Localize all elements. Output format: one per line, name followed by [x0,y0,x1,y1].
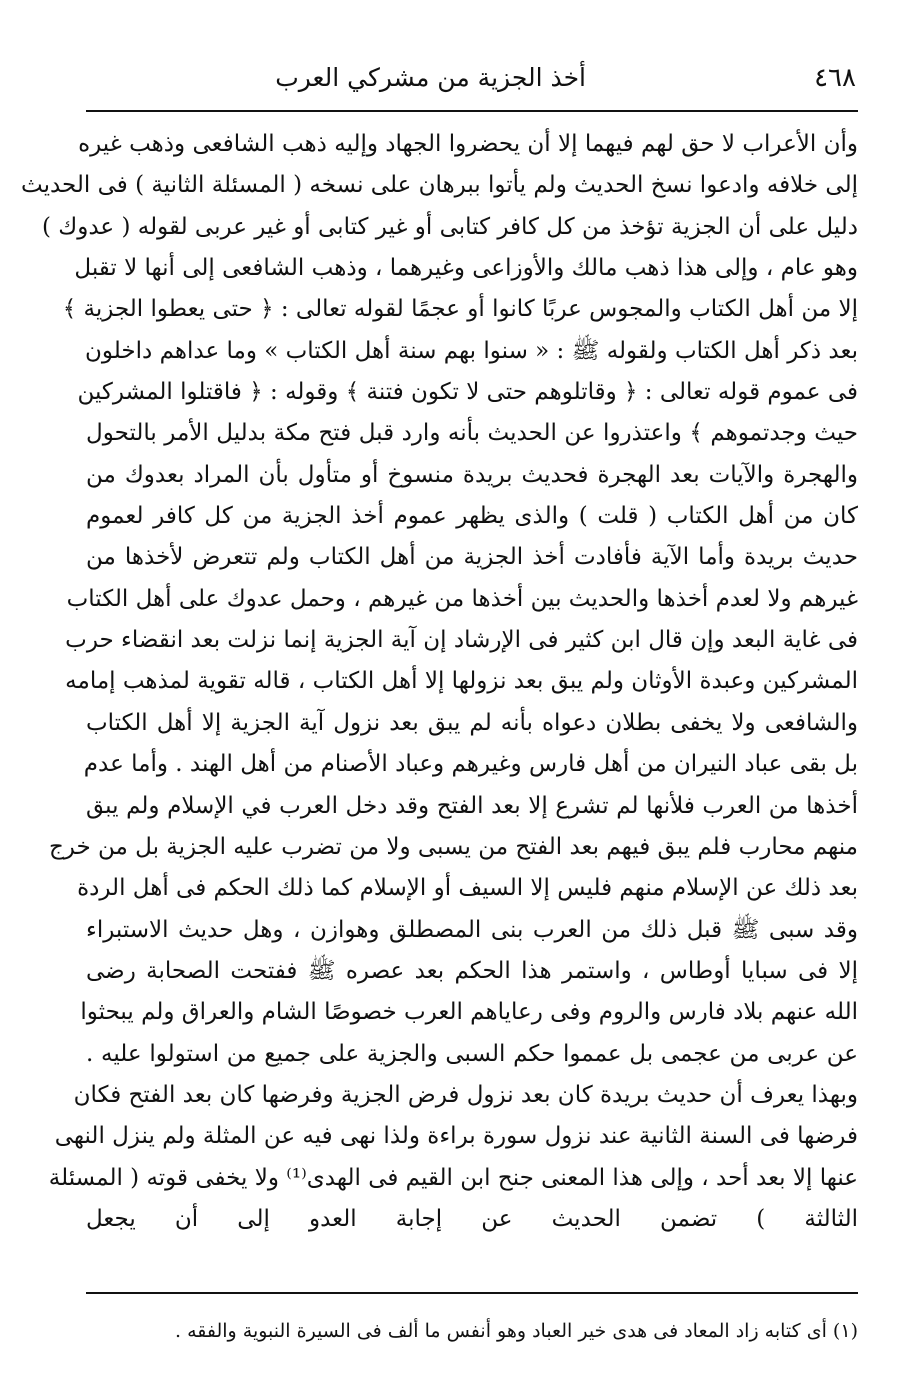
text-line: فرضها فى السنة الثانية عند نزول سورة براءة ولذا نهى فيه عن المثلة ولم ينزل النهى [54,1123,858,1150]
text-line: إلى خلافه وادعوا نسخ الحديث ولم يأتوا ببرهان على نسخه ( المسئلة الثانية ) فى الحديث [20,172,858,199]
text-line: فى عموم قوله تعالى : ﴿ وقاتلوهم حتى لا تكون فتنة ﴾ وقوله : ﴿ فاقتلوا المشركين [77,379,858,406]
text-line: غيرهم ولا لعدم أخذها والحديث بين أخذها من غيرهم ، وحمل عدوك على أهل الكتاب [66,585,858,612]
text-line: بعد ذكر أهل الكتاب ولقوله ﷺ : « سنوا بهم سنة أهل الكتاب » وما عداهم داخلون [85,337,858,364]
text-line: بل بقى عباد النيران من أهل فارس وغيرهم وعباد الأصنام من أهل الهند . وأما عدم [83,751,858,778]
text-line: عنها إلا بعد أحد ، وإلى هذا المعنى جنح ابن القيم فى الهدى⁽¹⁾ ولا يخفى قوته ( المسئلة [48,1164,858,1191]
text-line: بعد ذلك عن الإسلام منهم فليس إلا السيف أو الإسلام كما ذلك الحكم فى أهل الردة [77,875,858,902]
text-line: وقد سبى ﷺ قبل ذلك من العرب بنى المصطلق وهوازن ، وهل حديث الاستبراء [86,916,858,943]
body-text [20,124,858,1240]
page-number: ٤٦٨ [814,63,856,93]
text-line: حيث وجدتموهم ﴾ واعتذروا عن الحديث بأنه وارد قبل فتح مكة بدليل الأمر بالتحول [86,420,858,447]
text-line: وبهذا يعرف أن حديث بريدة كان بعد نزول فرض الجزية وفرضها كان بعد الفتح فكان [73,1081,858,1108]
text-line: أخذها من العرب فلأنها لم تشرع إلا بعد الفتح وقد دخل العرب في الإسلام ولم يبق [86,792,858,819]
text-line: وأن الأعراب لا حق لهم فيهما إلا أن يحضروا الجهاد وإليه ذهب الشافعى وذهب غيره [78,131,858,157]
text-line: الثالثة ) تضمن الحديث عن إجابة العدو إلى أن يجعل [86,1205,858,1232]
footnote: (١) أى كتابه زاد المعاد فى هدى خير العباد وهو أنفس ما ألف فى السيرة النبوية والفقه . [174,1320,858,1342]
text-line: الله عنهم بلاد فارس والروم وفى رعاياهم العرب خصوصًا الشام والعراق ولم يبحثوا [80,999,858,1026]
text-line: دليل على أن الجزية تؤخذ من كل كافر كتابى أو غير كتابى أو غير عربى لقوله ( عدوك ) [42,213,858,240]
text-line: وهو عام ، وإلى هذا ذهب مالك والأوزاعى وغيرهما ، وذهب الشافعى إلى أنها لا تقبل [74,255,858,282]
text-line: حديث بريدة وأما الآية فأفادت أخذ الجزية من أهل الكتاب ولم تتعرض لأخذها من [86,544,858,571]
text-line: والهجرة والآيات بعد الهجرة فحديث بريدة منسوخ أو متأول بأن المراد بعدوك من [86,461,858,488]
running-title: أخذ الجزية من مشركي العرب [275,63,586,92]
text-line: منهم محارب فلم يبق فيهم بعد الفتح من يسبى ولا من تضرب عليه الجزية بل من خرج [48,833,858,860]
text-line: كان من أهل الكتاب ( قلت ) والذى يظهر عموم أخذ الجزية من كل كافر لعموم [86,503,858,530]
page-header [86,56,856,104]
text-line: عن عربى من عجمى بل عمموا حكم السبى والجزية على جميع من استولوا عليه . [86,1040,858,1067]
text-line: إلا من أهل الكتاب والمجوس عربًا كانوا أو عجمًا لقوله تعالى : ﴿ حتى يعطوا الجزية ﴾ [62,296,858,323]
text-line: فى غاية البعد وإن قال ابن كثير فى الإرشاد إن آية الجزية إنما نزلت بعد انقضاء حرب [65,627,858,654]
text-line: المشركين وعبدة الأوثان ولم يبق بعد نزولها إلا أهل الكتاب ، قاله تقوية لمذهب إمامه [65,668,858,695]
text-line: إلا فى سبايا أوطاس ، واستمر هذا الحكم بعد عصره ﷺ ففتحت الصحابة رضى [86,957,858,984]
footnote-rule [86,1292,858,1294]
header-rule [86,110,858,112]
text-line: والشافعى ولا يخفى بطلان دعواه بأنه لم يبق بعد نزول آية الجزية إلا أهل الكتاب [86,709,858,736]
